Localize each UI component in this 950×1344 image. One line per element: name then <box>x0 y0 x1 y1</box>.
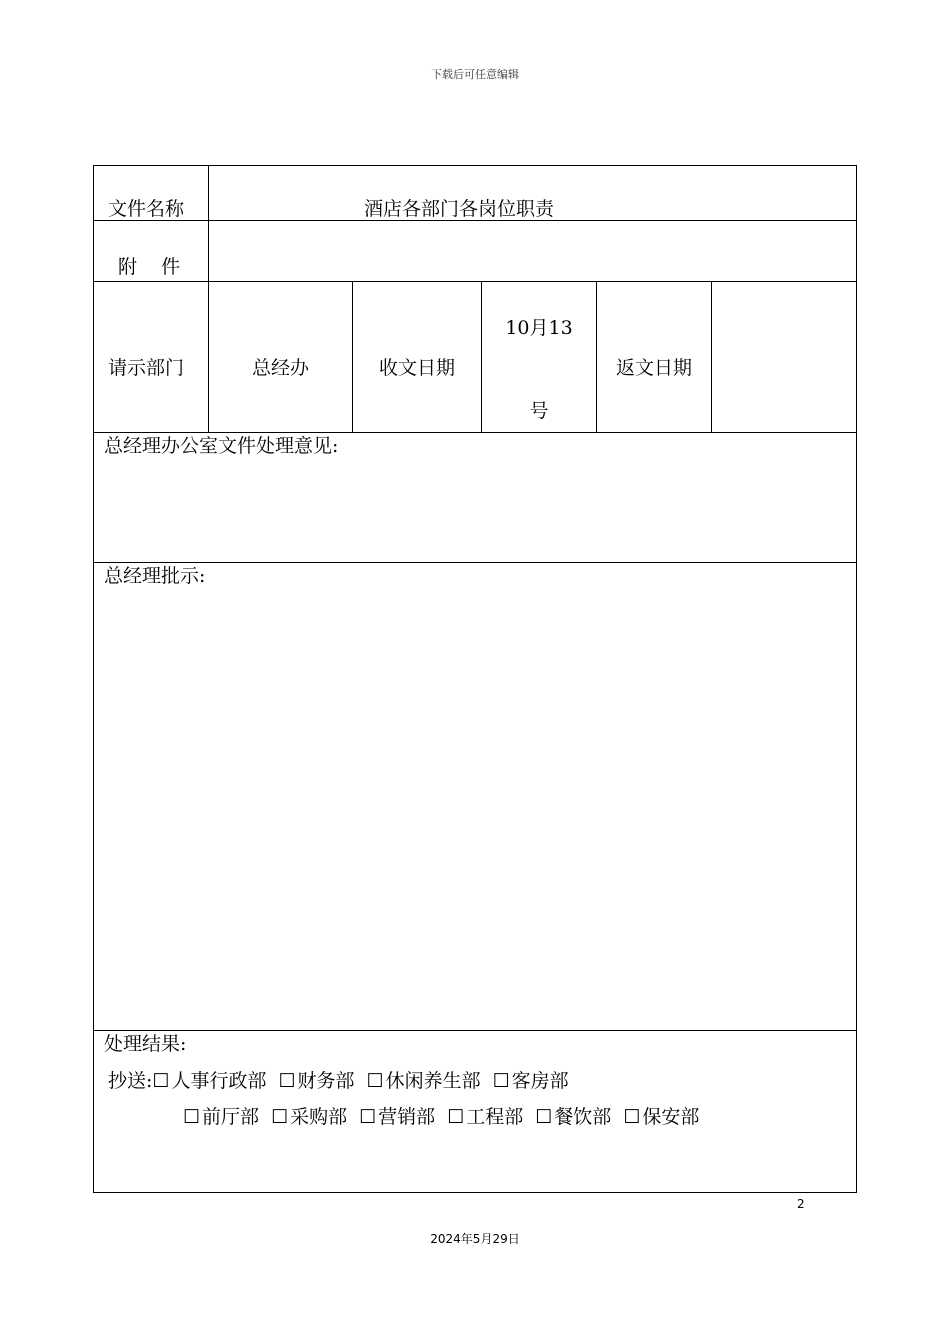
checkbox-icon[interactable]: ☐ <box>271 1106 289 1128</box>
checkbox-icon[interactable]: ☐ <box>366 1070 384 1092</box>
page-number: 2 <box>797 1197 805 1211</box>
attachment-label: 附 件 <box>118 256 181 278</box>
gm-instruction-label: 总经理批示: <box>104 565 206 587</box>
cc-option-leisure: 休闲养生部 <box>385 1070 481 1092</box>
receive-date-line2[interactable]: 号 <box>529 400 549 422</box>
cc-row-2 <box>183 1108 711 1127</box>
cc-option-housekeeping: 客房部 <box>511 1070 569 1092</box>
checkbox-icon[interactable]: ☐ <box>492 1070 510 1092</box>
checkbox-icon[interactable]: ☐ <box>183 1106 201 1128</box>
cc-label: 抄送: <box>108 1070 153 1092</box>
receive-date-line1[interactable]: 10月13 <box>505 317 573 339</box>
header-note: 下载后可任意编辑 <box>431 68 519 81</box>
dept-label: 请示部门 <box>108 357 185 379</box>
cc-option-front-office: 前厅部 <box>202 1106 260 1128</box>
column-divider <box>352 281 353 432</box>
cc-option-sales: 营销部 <box>378 1106 436 1128</box>
cc-option-purchasing: 采购部 <box>290 1106 348 1128</box>
column-divider <box>711 281 712 432</box>
row-divider <box>94 562 856 563</box>
file-name-value[interactable]: 酒店各部门各岗位职责 <box>364 198 555 220</box>
checkbox-icon[interactable]: ☐ <box>535 1106 553 1128</box>
office-opinion-label: 总经理办公室文件处理意见: <box>104 435 339 457</box>
checkbox-icon[interactable]: ☐ <box>447 1106 465 1128</box>
cc-option-engineering: 工程部 <box>466 1106 524 1128</box>
column-divider <box>208 166 209 432</box>
file-name-label: 文件名称 <box>108 198 185 220</box>
checkbox-icon[interactable]: ☐ <box>152 1070 170 1092</box>
cc-option-finance: 财务部 <box>297 1070 355 1092</box>
checkbox-icon[interactable]: ☐ <box>623 1106 641 1128</box>
document-form <box>93 165 857 1193</box>
attachment-field[interactable] <box>210 222 854 280</box>
return-date-label: 返文日期 <box>615 357 692 379</box>
cc-option-security: 保安部 <box>642 1106 700 1128</box>
result-label: 处理结果: <box>104 1033 187 1055</box>
dept-value[interactable]: 总经办 <box>251 357 309 379</box>
cc-option-hr-admin: 人事行政部 <box>171 1070 267 1092</box>
checkbox-icon[interactable]: ☐ <box>359 1106 377 1128</box>
footer-date: 2024年5月29日 <box>430 1232 520 1246</box>
row-divider <box>94 1030 856 1031</box>
column-divider <box>596 281 597 432</box>
cc-row-1 <box>108 1072 581 1091</box>
receive-date-label: 收文日期 <box>378 357 455 379</box>
checkbox-icon[interactable]: ☐ <box>278 1070 296 1092</box>
row-divider <box>94 432 856 433</box>
return-date-field[interactable] <box>713 283 854 431</box>
cc-option-food-beverage: 餐饮部 <box>554 1106 612 1128</box>
